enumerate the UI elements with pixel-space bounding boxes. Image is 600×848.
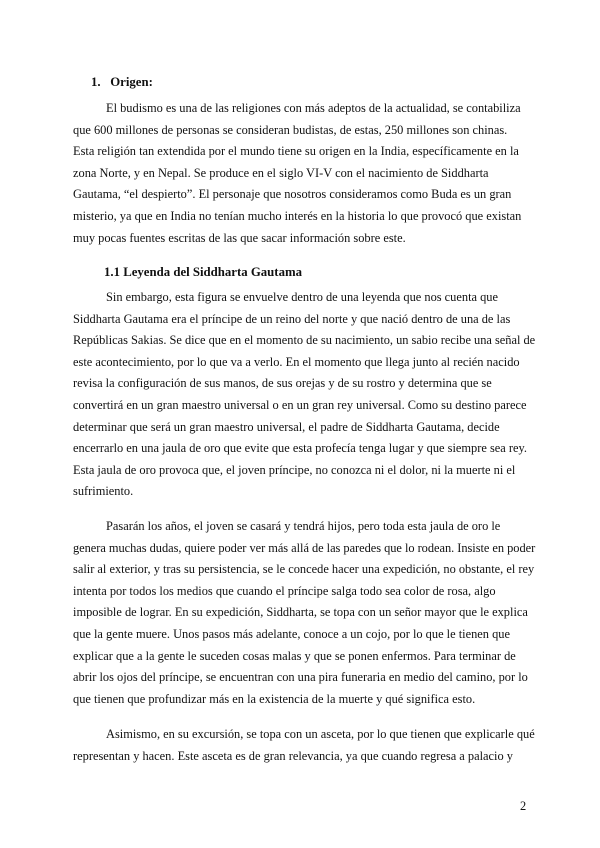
paragraph-expedition	[73, 516, 535, 710]
text-line: Pasarán los años, el joven se casará y tendrá hijos, pero toda esta jaula de oro le	[106, 519, 501, 533]
text-line: Asimismo, en su excursión, se topa con un asceta, por lo que tienen que explicarle qué	[106, 727, 535, 741]
text-line: imposible de lograr. En su expedición, Siddharta, se topa con un señor mayor que le explica	[73, 605, 528, 620]
paragraph-legend	[73, 287, 535, 503]
text-line: El budismo es una de las religiones con más adeptos de la actualidad, se contabiliza	[106, 101, 521, 115]
text-line: Repúblicas Sakias. Se dice que en el momento de su nacimiento, un sabio recibe una señal de	[73, 333, 536, 348]
section-title: Origen:	[110, 75, 153, 89]
text-line: determinar que será un gran maestro universal, el padre de Siddharta Gautama, decide	[73, 419, 500, 434]
text-line: que tienen que profundizar más en la existencia de la muerte y qué significa esto.	[73, 691, 476, 706]
paragraph-ascetic	[73, 724, 535, 767]
text-line: Siddharta Gautama era el príncipe de un reino del norte y que nació dentro de una de las	[73, 311, 511, 326]
text-line: explicar que a la gente le suceden cosas malas y que se ponen enfermos. Para terminar de	[73, 648, 516, 663]
text-line: convertirá en un gran maestro universal o en un gran rey universal. Como su destino parece	[73, 397, 527, 412]
paragraph-intro	[73, 98, 535, 249]
section-number: 1.	[91, 75, 101, 89]
text-line: zona Norte, y en Nepal. Se produce en el siglo VI-V con el nacimiento de Siddharta	[73, 165, 489, 180]
subsection-heading: 1.1 Leyenda del Siddharta Gautama	[104, 265, 303, 279]
text-line: representan y hacen. Este asceta es de gran relevancia, ya que cuando regresa a palacio y	[73, 748, 513, 763]
text-line: muy pocas fuentes escritas de las que sacar información sobre este.	[73, 230, 406, 245]
text-line: intenta por todos los medios que cuando el príncipe salga todo sea color de rosa, algo	[73, 583, 496, 598]
text-line: Gautama, “el despierto”. El personaje que nosotros consideramos como Buda es un gran	[73, 187, 512, 202]
text-line: misterio, ya que en India no tenían mucho interés en la historia lo que provocó que existan	[73, 208, 522, 223]
text-line: que 600 millones de personas se consideran budistas, de estas, 250 millones son chinas.	[73, 122, 508, 137]
text-line: Esta jaula de oro provoca que, el joven príncipe, no conozca ni el dolor, ni la muerte ni el	[73, 462, 516, 477]
text-line: abrir los ojos del príncipe, se encuentran con una pira funeraria en medio del camino, por lo	[73, 670, 528, 685]
text-line: Esta religión tan extendida por el mundo tiene su origen en la India, específicamente en la	[73, 144, 519, 159]
text-line: este acontecimiento, por lo que va a verlo. En el momento que llega junto al recién nacido	[73, 354, 520, 369]
section-heading	[91, 72, 153, 94]
page-number: 2	[520, 799, 527, 813]
text-line: que la gente muere. Unos pasos más adelante, conoce a un cojo, por lo que le tienen que	[73, 626, 510, 641]
text-line: encerrarlo en una jaula de oro que evite que esta profecía tenga lugar y que siempre sea rey.	[73, 441, 527, 456]
text-line: salir al exterior, y tras su persistencia, se le concede hacer una expedición, no obstante, el rey	[73, 562, 535, 577]
text-line: genera muchas dudas, quiere poder ver más allá de las paredes que lo rodean. Insiste en poder	[73, 540, 536, 555]
text-line: revisa la configuración de sus manos, de sus orejas y de su rostro y determina que se	[73, 376, 492, 391]
text-line: Sin embargo, esta figura se envuelve dentro de una leyenda que nos cuenta que	[106, 290, 499, 304]
text-line: sufrimiento.	[73, 484, 134, 499]
